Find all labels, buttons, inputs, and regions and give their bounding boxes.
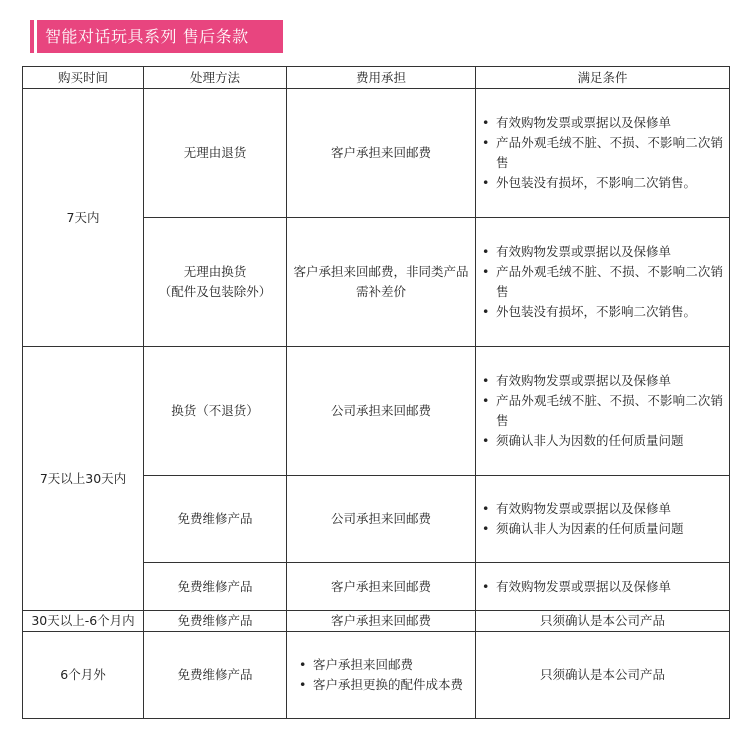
method-cell bbox=[144, 476, 287, 563]
condition-item: • 外包装没有损坏，不影响二次销售。 bbox=[482, 173, 723, 193]
condition-item: • 产品外观毛绒不脏、不损、不影响二次销售 bbox=[482, 133, 723, 173]
method-cell bbox=[144, 611, 287, 632]
condition-item: • 须确认非人为因数的任何质量问题 bbox=[482, 431, 723, 451]
cost-cell bbox=[287, 632, 476, 719]
cost-text: 公司承担来回邮费 bbox=[330, 403, 431, 418]
conditions-cell bbox=[476, 563, 730, 611]
cost-text: 客户承担来回邮费 bbox=[330, 613, 431, 628]
method-text: 免费维修产品 bbox=[177, 667, 253, 682]
method-text: 换货（不退货） bbox=[171, 403, 259, 418]
cost-list bbox=[299, 655, 463, 695]
conditions-cell bbox=[476, 476, 730, 563]
period-cell: 30天以上-6个月内 bbox=[23, 611, 144, 632]
page-title: 智能对话玩具系列 售后条款 bbox=[37, 20, 283, 53]
method-cell bbox=[144, 347, 287, 476]
period-cell: 6个月外 bbox=[23, 632, 144, 719]
method-cell bbox=[144, 632, 287, 719]
conditions-cell: 只须确认是本公司产品 bbox=[476, 632, 730, 719]
cost-text: 客户承担来回邮费 bbox=[330, 145, 431, 160]
cost-text: 客户承担来回邮费，非同类产品需补差价 bbox=[293, 264, 469, 299]
condition-item: • 须确认非人为因素的任何质量问题 bbox=[482, 519, 723, 539]
cost-cell bbox=[287, 218, 476, 347]
method-text: 免费维修产品 bbox=[177, 511, 253, 526]
header-cost: 费用承担 bbox=[287, 67, 476, 89]
condition-item: • 产品外观毛绒不脏、不损、不影响二次销售 bbox=[482, 262, 723, 302]
conditions-cell bbox=[476, 218, 730, 347]
method-text: 无理由换货 bbox=[183, 264, 247, 279]
condition-item: • 有效购物发票或票据以及保修单 bbox=[482, 371, 723, 391]
conditions-list bbox=[482, 371, 723, 451]
conditions-cell: 只须确认是本公司产品 bbox=[476, 611, 730, 632]
conditions-cell bbox=[476, 89, 730, 218]
method-text: 免费维修产品 bbox=[177, 578, 253, 594]
cost-text: 客户承担来回邮费 bbox=[330, 578, 431, 594]
section-header bbox=[30, 20, 286, 53]
cost-cell bbox=[287, 476, 476, 563]
method-cell bbox=[144, 563, 287, 611]
method-note: （配件及包装除外） bbox=[158, 284, 272, 299]
condition-item: • 有效购物发票或票据以及保修单 bbox=[482, 113, 723, 133]
header-method: 处理方法 bbox=[144, 67, 287, 89]
period-cell: 7天内 bbox=[23, 89, 144, 347]
conditions-list bbox=[482, 113, 723, 193]
cost-cell bbox=[287, 347, 476, 476]
conditions-cell bbox=[476, 347, 730, 476]
method-cell bbox=[144, 89, 287, 218]
table-row bbox=[23, 347, 730, 476]
header-purchase-time: 购买时间 bbox=[23, 67, 144, 89]
conditions-list bbox=[482, 499, 723, 539]
cost-cell bbox=[287, 563, 476, 611]
cost-cell bbox=[287, 89, 476, 218]
method-text: 无理由退货 bbox=[183, 145, 247, 160]
cost-text: 公司承担来回邮费 bbox=[330, 511, 431, 526]
cost-item: • 客户承担来回邮费 bbox=[299, 655, 463, 675]
table-row bbox=[23, 89, 730, 218]
cost-item: • 客户承担更换的配件成本费 bbox=[299, 675, 463, 695]
method-text: 免费维修产品 bbox=[177, 613, 253, 628]
conditions-list bbox=[482, 577, 723, 597]
condition-item: • 外包装没有损坏，不影响二次销售。 bbox=[482, 302, 723, 322]
conditions-list bbox=[482, 242, 723, 322]
after-sales-table bbox=[22, 66, 730, 719]
condition-item: • 有效购物发票或票据以及保修单 bbox=[482, 577, 723, 597]
header-conditions: 满足条件 bbox=[476, 67, 730, 89]
condition-item: • 有效购物发票或票据以及保修单 bbox=[482, 242, 723, 262]
table-row bbox=[23, 611, 730, 632]
method-cell bbox=[144, 218, 287, 347]
accent-bar bbox=[30, 20, 34, 53]
period-cell: 7天以上30天内 bbox=[23, 347, 144, 611]
condition-item: • 有效购物发票或票据以及保修单 bbox=[482, 499, 723, 519]
table-header-row bbox=[23, 67, 730, 89]
cost-cell bbox=[287, 611, 476, 632]
table-row bbox=[23, 632, 730, 719]
condition-item: • 产品外观毛绒不脏、不损、不影响二次销售 bbox=[482, 391, 723, 431]
